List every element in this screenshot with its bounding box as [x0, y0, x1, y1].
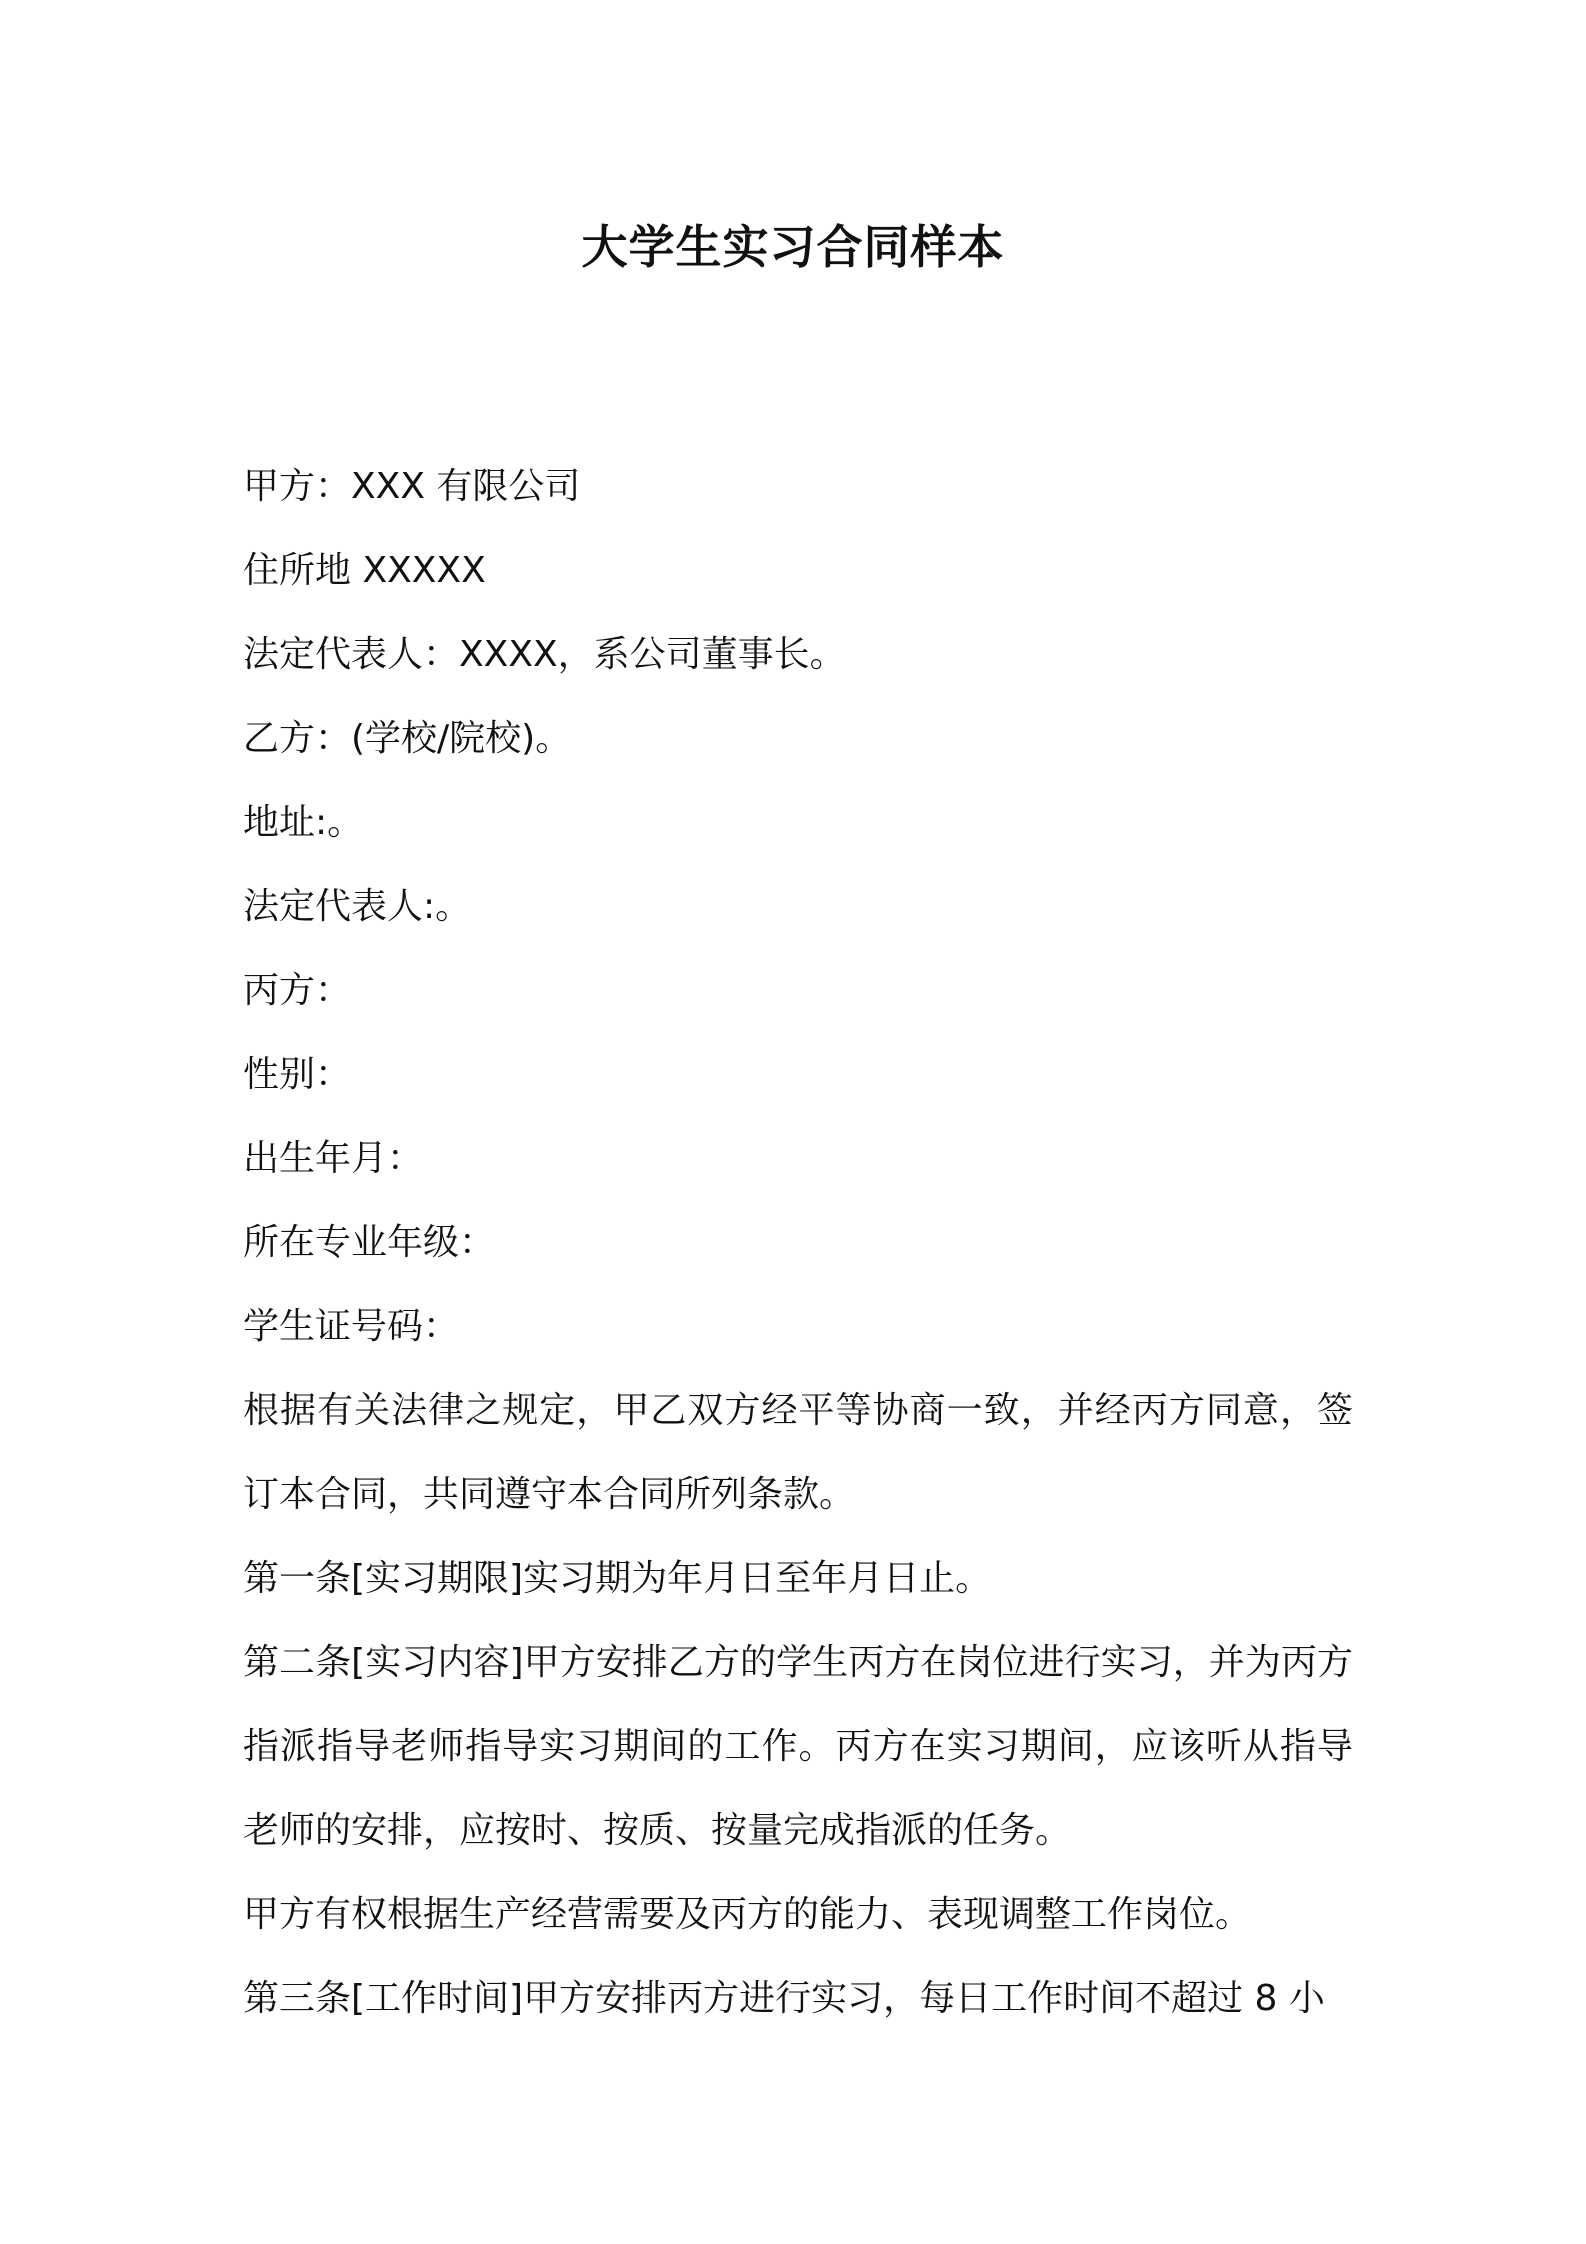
article-1: 第一条[实习期限]实习期为年月日至年月日止。 [243, 1558, 992, 1599]
party-c: 丙方： [243, 970, 352, 1011]
party-a: 甲方：XXX 有限公司 [243, 466, 581, 507]
document-title: 大学生实习合同样本 [581, 220, 1005, 274]
gender-field: 性别： [243, 1054, 352, 1095]
party-b-legal-representative: 法定代表人:。 [243, 886, 472, 927]
article-2-continued: 甲方有权根据生产经营需要及丙方的能力、表现调整工作岗位。 [243, 1894, 1252, 1935]
article-3: 第三条[工作时间]甲方安排丙方进行实习，每日工作时间不超过 8 小 [243, 1978, 1325, 2019]
party-b: 乙方：(学校/院校)。 [243, 718, 572, 759]
party-a-address: 住所地 XXXXX [243, 550, 486, 591]
birth-date-field: 出生年月： [243, 1138, 424, 1179]
student-id-field: 学生证号码： [243, 1306, 460, 1347]
party-a-legal-representative: 法定代表人：XXXX，系公司董事长。 [243, 634, 846, 675]
party-b-address: 地址:。 [243, 802, 364, 843]
article-2: 第二条[实习内容]甲方安排乙方的学生丙方在岗位进行实习，并为丙方指派指导老师指导实习期间的工作。丙方在实习期间，应该听从指导老师的安排，应按时、按质、按量完成指派的任务。 [243, 1642, 1353, 1851]
document-body [243, 445, 1353, 2041]
preamble-paragraph: 根据有关法律之规定，甲乙双方经平等协商一致，并经丙方同意，签订本合同，共同遵守本合同所列条款。 [243, 1390, 1353, 1515]
major-grade-field: 所在专业年级： [243, 1222, 496, 1263]
